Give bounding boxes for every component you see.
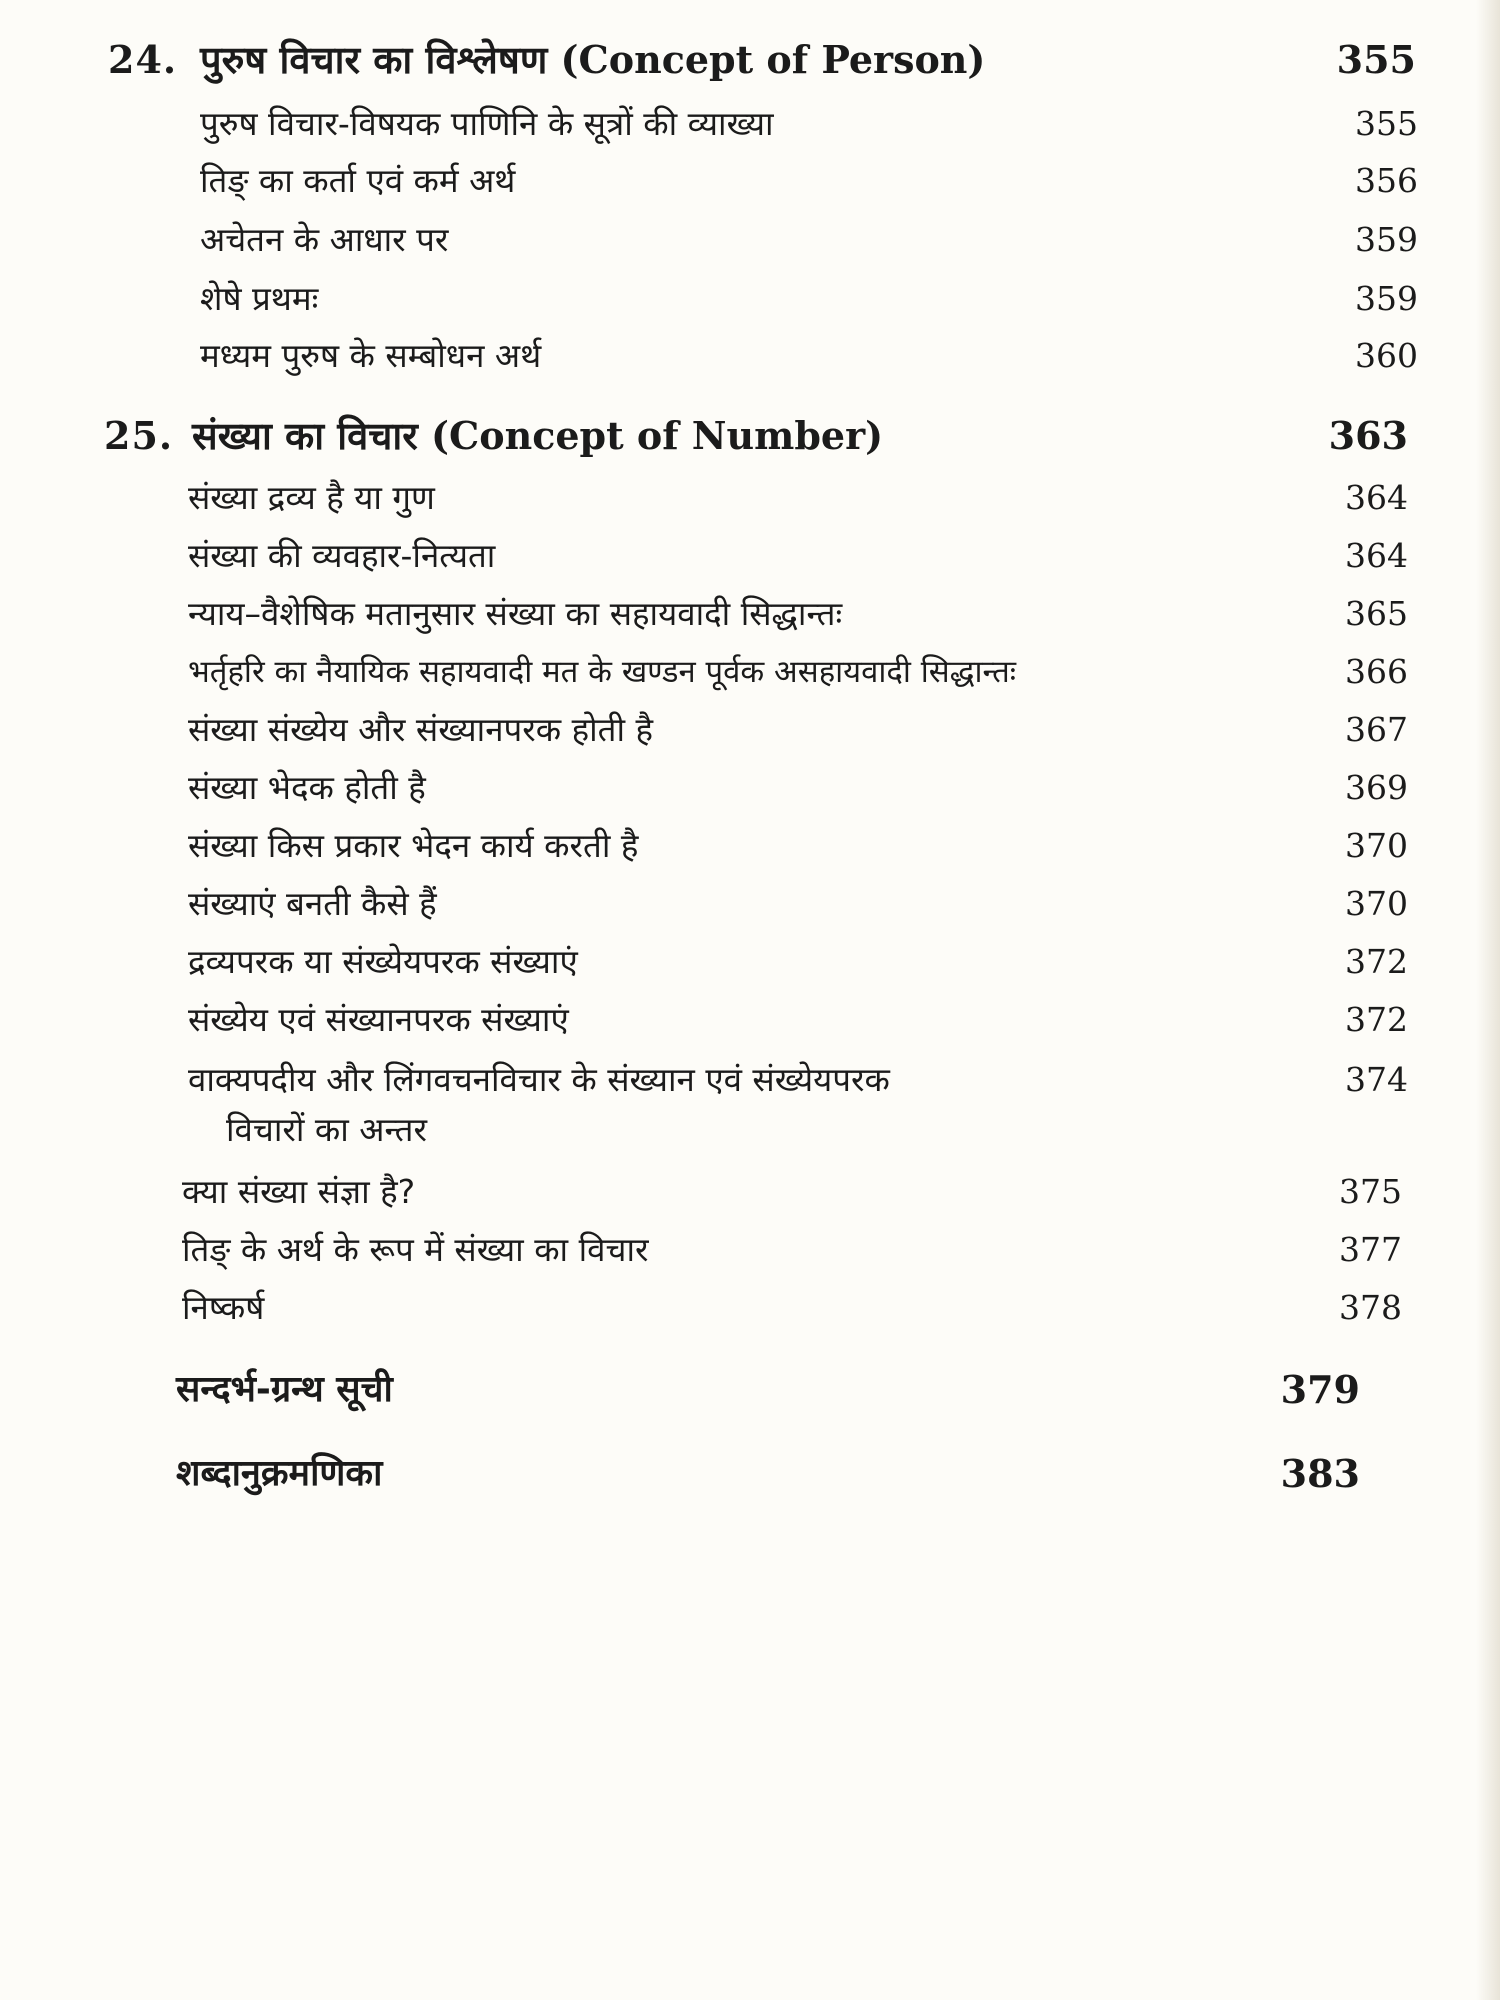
toc-entry-page: 372: [1345, 1000, 1408, 1039]
toc-entry-page: 356: [1355, 161, 1418, 200]
chapter-number: 24.: [108, 37, 178, 82]
toc-entry-page: 367: [1345, 710, 1408, 749]
toc-entry-title: संख्याएं बनती कैसे हैं: [188, 884, 437, 923]
toc-entry-title: संख्या संख्येय और संख्यानपरक होती है: [188, 710, 654, 749]
toc-entry-title: वाक्यपदीय और लिंगवचनविचार के संख्यान एवं संख्येयपरक: [188, 1060, 890, 1099]
toc-entry-title: अचेतन के आधार पर: [200, 220, 449, 259]
chapter-page: 355: [1336, 37, 1416, 82]
toc-entry-page: 370: [1345, 884, 1408, 923]
chapter-title: पुरुष विचार का विश्लेषण (Concept of Person): [200, 37, 986, 82]
toc-entry-title: न्याय–वैशेषिक मतानुसार संख्या का सहायवादी सिद्धान्तः: [188, 594, 843, 633]
toc-entry-title-continuation: विचारों का अन्तर: [226, 1110, 427, 1149]
toc-entry-page: 359: [1355, 220, 1418, 259]
toc-entry-title: क्या संख्या संज्ञा है?: [182, 1172, 416, 1211]
toc-entry-page: 377: [1339, 1230, 1402, 1269]
toc-entry-title: संख्या की व्यवहार-नित्यता: [188, 536, 496, 575]
toc-entry-page: 372: [1345, 942, 1408, 981]
toc-entry-page: 378: [1339, 1288, 1402, 1327]
toc-entry-title: मध्यम पुरुष के सम्बोधन अर्थ: [200, 336, 542, 375]
toc-entry-title: संख्येय एवं संख्यानपरक संख्याएं: [188, 1000, 569, 1039]
toc-entry-page: 370: [1345, 826, 1408, 865]
toc-entry-page: 365: [1345, 594, 1408, 633]
toc-entry-title: द्रव्यपरक या संख्येयपरक संख्याएं: [188, 942, 578, 981]
chapter-number: 25.: [104, 413, 174, 458]
toc-entry-title: निष्कर्ष: [182, 1288, 265, 1327]
toc-entry-title: पुरुष विचार-विषयक पाणिनि के सूत्रों की व्याख्या: [200, 104, 774, 143]
index-title: शब्दानुक्रमणिका: [176, 1453, 383, 1494]
toc-entry-title: शेषे प्रथमः: [200, 279, 319, 318]
chapter-title: संख्या का विचार (Concept of Number): [192, 413, 884, 458]
toc-entry-title: संख्या किस प्रकार भेदन कार्य करती है: [188, 826, 639, 865]
page-edge-shadow: [1476, 0, 1500, 2000]
toc-entry-page: 364: [1345, 478, 1408, 517]
toc-entry-title: संख्या द्रव्य है या गुण: [188, 478, 435, 517]
toc-entry-page: 360: [1355, 336, 1418, 375]
toc-entry-title: संख्या भेदक होती है: [188, 768, 426, 807]
toc-entry-page: 359: [1355, 279, 1418, 318]
chapter-page: 363: [1328, 413, 1408, 458]
toc-entry-page: 374: [1345, 1060, 1408, 1099]
toc-entry-page: 366: [1345, 652, 1408, 691]
toc-entry-title: तिङ् का कर्ता एवं कर्म अर्थ: [200, 161, 516, 200]
toc-entry-title: तिङ् के अर्थ के रूप में संख्या का विचार: [182, 1230, 649, 1269]
toc-entry-page: 375: [1339, 1172, 1402, 1211]
index-page: 383: [1280, 1451, 1360, 1496]
toc-entry-page: 369: [1345, 768, 1408, 807]
toc-entry-page: 355: [1355, 104, 1418, 143]
bibliography-title: सन्दर्भ-ग्रन्थ सूची: [176, 1369, 393, 1410]
toc-entry-title: भर्तृहरि का नैयायिक सहायवादी मत के खण्डन पूर्वक असहायवादी सिद्धान्तः: [188, 654, 1017, 690]
toc-entry-page: 364: [1345, 536, 1408, 575]
bibliography-page: 379: [1280, 1367, 1360, 1412]
